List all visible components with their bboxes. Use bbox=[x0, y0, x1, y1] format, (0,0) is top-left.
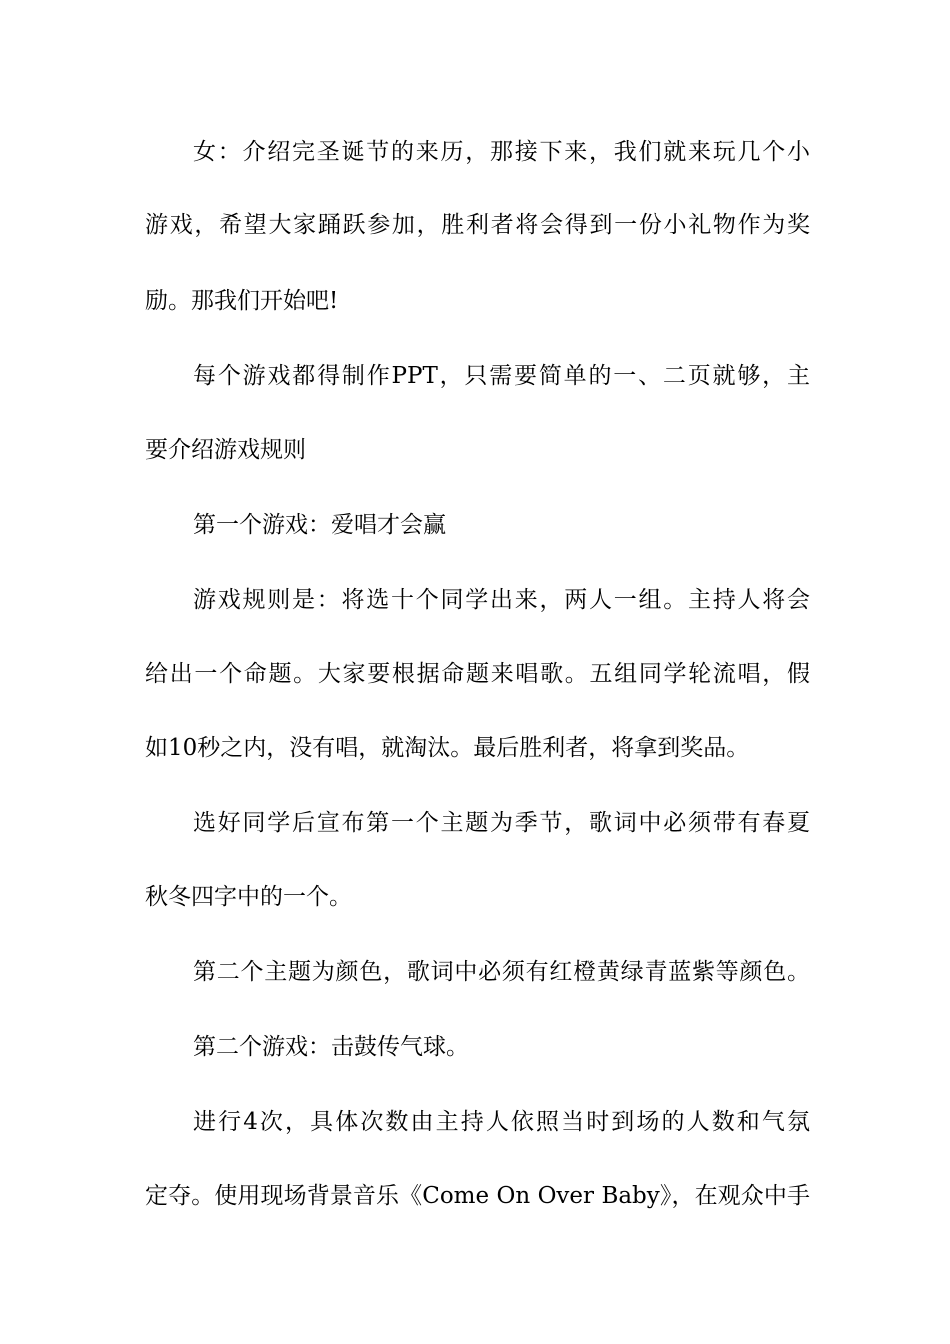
text-line-10: 选好同学后宣布第一个主题为季节，歌词中必须带有春夏 bbox=[193, 810, 810, 836]
text-line-8: 给出一个命题。大家要根据命题来唱歌。五组同学轮流唱，假 bbox=[145, 661, 810, 687]
text-line-6: 第一个游戏：爱唱才会赢 bbox=[193, 512, 446, 538]
text-line-2: 游戏，希望大家踊跃参加，胜利者将会得到一份小礼物作为奖 bbox=[145, 212, 810, 238]
text-line-9: 如10秒之内，没有唱，就淘汰。最后胜利者，将拿到奖品。 bbox=[145, 735, 750, 761]
text-line-7: 游戏规则是：将选十个同学出来，两人一组。主持人将会 bbox=[193, 587, 810, 613]
text-line-3: 励。那我们开始吧! bbox=[145, 288, 339, 314]
text-line-12: 第二个主题为颜色，歌词中必须有红橙黄绿青蓝紫等颜色。 bbox=[193, 959, 810, 985]
text-line-13: 第二个游戏：击鼓传气球。 bbox=[193, 1034, 469, 1060]
text-line-14: 进行4次，具体次数由主持人依照当时到场的人数和气氛 bbox=[193, 1109, 810, 1135]
text-line-11: 秋冬四字中的一个。 bbox=[145, 884, 352, 910]
text-line-5: 要介绍游戏规则 bbox=[145, 437, 306, 463]
text-line-4: 每个游戏都得制作PPT，只需要简单的一、二页就够，主 bbox=[193, 363, 810, 389]
text-line-15: 定夺。使用现场背景音乐《Come On Over Baby》，在观众中手 bbox=[145, 1183, 810, 1209]
text-line-1: 女：介绍完圣诞节的来历，那接下来，我们就来玩几个小 bbox=[193, 139, 810, 165]
